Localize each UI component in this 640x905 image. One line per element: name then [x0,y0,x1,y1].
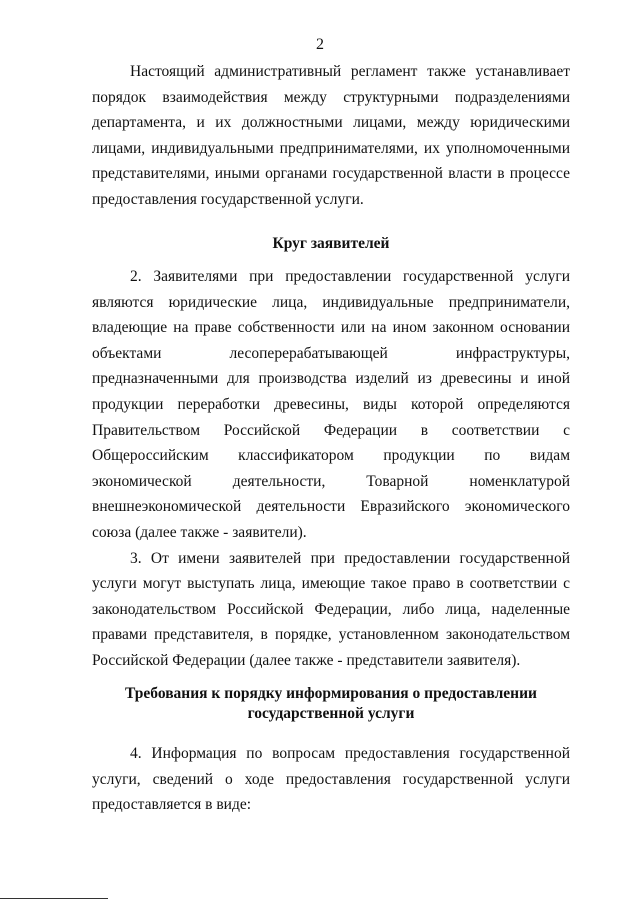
heading-applicants: Круг заявителей [272,235,390,252]
intro-paragraph: Настоящий административный регламент также устанавливает порядок взаимодействия между структурными подразделениями департамента, и их должностными лицами, между юридическими лицами, индивидуальными предпринимателями, их уполномоченными представителями, иными органами государственной власти в процессе предоставления государственной услуги. [92,63,570,208]
paragraph-item-3: 3. От имени заявителей при предоставлении государственной услуги могут выступать лица, имеющие такое право в соответствии с законодательством Российской Федерации, либо лица, наделенные правами представителя, в порядке, установленном законодательством Российской Федерации (далее также - представители заявителя). [92,549,570,669]
paragraph-item-4: 4. Информация по вопросам предоставления государственной услуги, сведений о ходе предоставления государственной услуги предоставляется в виде: [92,745,570,814]
heading-information-line-1: Требования к порядку информирования о предоставлении [125,685,537,702]
intro-block [92,59,570,213]
heading-information [92,684,570,724]
paragraph-item-2: 2. Заявителями при предоставлении государственной услуги являются юридические лица, индивидуальные предприниматели, владеющие на праве собственности или на ином законном основании объектами лесоперерабатывающей инфраструктуры, предназначенными для производства изделий из древесины и иной продукции переработки древесины, виды которой определяются Правительством Российской Федерации в соответствии с Общероссийским классификатором продукции по видам экономической деятельности, Товарной номенклатурой внешнеэкономической деятельности Евразийского экономического союза (далее также - заявители). [92,268,570,541]
applicants-block [92,264,570,674]
page-number: 2 [316,36,324,53]
heading-information-line-2: государственной услуги [247,705,415,722]
information-block [92,741,570,818]
footer-divider [0,898,108,899]
